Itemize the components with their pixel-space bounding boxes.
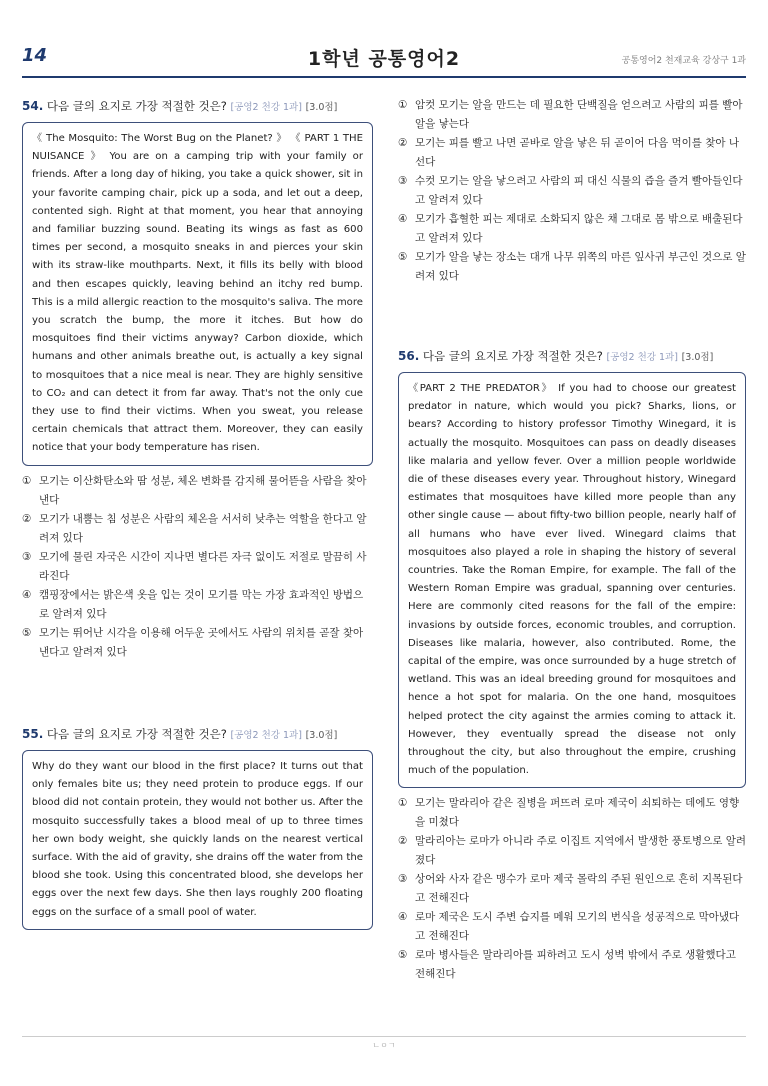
choice-text: 모기는 뛰어난 시각을 이용해 어두운 곳에서도 사람의 위치를 곧잘 찾아낸다고 알려져 있다 (39, 626, 364, 658)
choice-text: 로마 제국은 도시 주변 습지를 메워 모기의 번식을 성공적으로 막아냈다고 전해진다 (415, 911, 740, 943)
choice-item[interactable] (398, 248, 746, 286)
choice-mark: ④ (22, 588, 32, 601)
choice-text: 모기가 흡혈한 피는 제대로 소화되지 않은 채 그대로 몸 밖으로 배출된다고 알려져 있다 (415, 213, 743, 244)
question-56 (398, 346, 746, 984)
question-number: 54. (22, 99, 44, 113)
choice-list (22, 472, 373, 662)
question-points: [3.0점] (305, 730, 338, 741)
choice-mark: ③ (398, 175, 408, 187)
header-divider (22, 76, 746, 78)
choice-text: 모기는 이산화탄소와 땀 성분, 체온 변화를 감지해 물어뜯을 사람을 찾아낸다 (39, 474, 367, 506)
passage-box: Why do they want our blood in the first place? It turns out that only females bite us; they need protein to produce eggs. If our blood did not contain protein, they would not bother us. After the mosquito successfully takes a blood meal of up to three times her own body weight, she quickly lands on the nearest vertical surface. With the aid of gravity, she drains off the water from the blood she took. Using this concentrated blood, she develops her eggs over the next few days. She then lays roughly 200 floating eggs on the surface of a small pool of water. (22, 750, 373, 930)
choice-text: 모기는 피를 빨고 나면 곧바로 알을 낳은 뒤 곧이어 다음 먹이를 찾아 나선다 (415, 137, 740, 168)
choice-mark: ② (22, 512, 32, 525)
choice-mark: ① (22, 474, 32, 487)
page-header (0, 0, 768, 80)
choice-text: 암컷 모기는 알을 만드는 데 필요한 단백질을 얻으려고 사람의 피를 빨아 알을 낳는다 (415, 99, 743, 130)
choice-item[interactable] (22, 548, 373, 586)
choice-text: 모기가 알을 낳는 장소는 대개 나무 위쪽의 마른 잎사귀 부근인 것으로 알려져 있다 (415, 251, 746, 282)
choice-item[interactable] (398, 134, 746, 172)
left-column (22, 96, 373, 918)
choice-text: 모기에 물린 자국은 시간이 지나면 별다른 자극 없이도 저절로 말끔히 사라진다 (39, 550, 367, 582)
choice-text: 로마 병사들은 말라리아를 피하려고 도시 성벽 밖에서 주로 생활했다고 전해진다 (415, 949, 736, 981)
choice-mark: ⑤ (398, 949, 408, 962)
choice-item[interactable] (22, 586, 373, 624)
question-points: [3.0점] (305, 102, 338, 113)
page-subtitle: 공통영어2 천재교육 강상구 1과 (621, 56, 746, 66)
choice-mark: ⑤ (22, 626, 32, 639)
choice-text: 수컷 모기는 알을 낳으려고 사람의 피 대신 식물의 즙을 즐겨 빨아들인다고 알려져 있다 (415, 175, 743, 206)
question-source: [공영2 천강 1과] (606, 352, 678, 363)
question-source: [공영2 천강 1과] (230, 730, 302, 741)
question-header (22, 96, 373, 116)
choice-mark: ④ (398, 911, 408, 924)
choice-item[interactable] (22, 472, 373, 510)
passage-box: 《 The Mosquito: The Worst Bug on the Planet? 》 《 PART 1 THE NUISANCE 》 You are on a camping trip with your family or friends. After a long day of hiking, you take a quick shower, sit in your favorite camping chair, pick up a soda, and let out a deep, contented sigh. Right at that moment, you hear that annoying and familiar buzzing sound. Beating its wings as fast as 600 times per second, a mosquito sneaks in and pierces your skin with its straw-like mouthparts. Next, it fills its belly with blood and then escapes quickly, leaving behind an itchy red bump. This is a mild allergic reaction to the mosquito's saliva. The more you scratch the bump, the more it itches. But how do mosquitoes find their victims anyway? Carbon dioxide, which humans and other animals breathe out, is actually a key signal to mosquitoes that a nice meal is near. They are highly sensitive to CO₂ and can detect it from far away. That's not the only cue they use to find their victims. When you sweat, you release certain chemicals that attract them. Moreover, they can easily notice that your body temperature has risen. (22, 122, 373, 466)
question-prompt: 다음 글의 요지로 가장 적절한 것은? (422, 349, 603, 363)
question-prompt: 다음 글의 요지로 가장 적절한 것은? (46, 727, 227, 741)
choice-mark: ⑤ (398, 251, 408, 263)
right-column (398, 96, 746, 981)
question-points: [3.0점] (681, 352, 714, 363)
choice-mark: ② (398, 835, 408, 848)
choice-text: 상어와 사자 같은 맹수가 로마 제국 몰락의 주된 원인으로 흔히 지목된다고 전해진다 (415, 873, 743, 905)
choice-item[interactable] (398, 210, 746, 248)
choice-item[interactable] (22, 624, 373, 662)
choice-text: 모기는 말라리아 같은 질병을 퍼뜨려 로마 제국이 쇠퇴하는 데에도 영향을 미쳤다 (415, 797, 740, 829)
footer-divider (22, 1036, 746, 1037)
question-number: 55. (22, 727, 44, 741)
choice-item[interactable] (398, 172, 746, 210)
choice-mark: ① (398, 797, 408, 810)
question-header (398, 346, 746, 366)
passage-box: 《PART 2 THE PREDATOR》 If you had to choose our greatest predator in nature, which would you pick? Sharks, lions, or bears? According to history professor Timothy Winegard, it is actually the mosquito. Mosquitoes can pass on deadly diseases like malaria and yellow fever. Over a million people worldwide die of these diseases every year. Throughout history, Winegard estimates that mosquitoes have killed more people than any other single cause — about fifty-two billion people, nearly half of all humans who have ever lived. Winegard claims that mosquitoes also played a role in shaping the history of several countries. Take the Roman Empire, for example. The fall of the Western Roman Empire was gradual, spanning over centuries. Here are commonly cited reasons for the fall of the empire: invasions by outside forces, economic troubles, and corruption. Diseases like malaria, however, also contributed. Rome, the capital of the empire, was once surrounded by a huge stretch of wetland. This was an ideal breeding ground for mosquitoes and hence a hot spot for malaria. On the one hand, mosquitoes helped protect the city against the armies coming to attack it. However, they eventually spread the disease not only throughout the city, but also throughout the empire, crushing much of the population. (398, 372, 746, 788)
page-title: 1학년 공통영어2 (307, 48, 461, 70)
question-55 (22, 724, 373, 930)
choice-list-q55 (398, 96, 746, 286)
question-prompt: 다음 글의 요지로 가장 적절한 것은? (46, 99, 227, 113)
choice-item[interactable] (398, 96, 746, 134)
choice-text: 모기가 내뿜는 침 성분은 사람의 체온을 서서히 낮추는 역할을 한다고 알려져 있다 (39, 512, 367, 544)
question-header (22, 724, 373, 744)
choice-item[interactable] (398, 908, 746, 946)
choice-mark: ③ (398, 873, 408, 886)
choice-mark: ② (398, 137, 408, 149)
choice-item[interactable] (398, 946, 746, 984)
choice-item[interactable] (398, 870, 746, 908)
footer-mark: ㄴㅇㄱ (372, 1041, 396, 1050)
choice-item[interactable] (398, 832, 746, 870)
question-number: 56. (398, 349, 420, 363)
choice-item[interactable] (398, 794, 746, 832)
choice-mark: ④ (398, 213, 408, 225)
choice-text: 말라리아는 로마가 아니라 주로 이집트 지역에서 발생한 풍토병으로 알려졌다 (415, 835, 746, 867)
question-source: [공영2 천강 1과] (230, 102, 302, 113)
choice-text: 캠핑장에서는 밝은색 옷을 입는 것이 모기를 막는 가장 효과적인 방법으로 알려져 있다 (39, 588, 364, 620)
choice-list (398, 794, 746, 984)
choice-mark: ③ (22, 550, 32, 563)
page-number: 14 (22, 45, 48, 66)
question-54 (22, 96, 373, 662)
choice-item[interactable] (22, 510, 373, 548)
choice-mark: ① (398, 99, 408, 111)
